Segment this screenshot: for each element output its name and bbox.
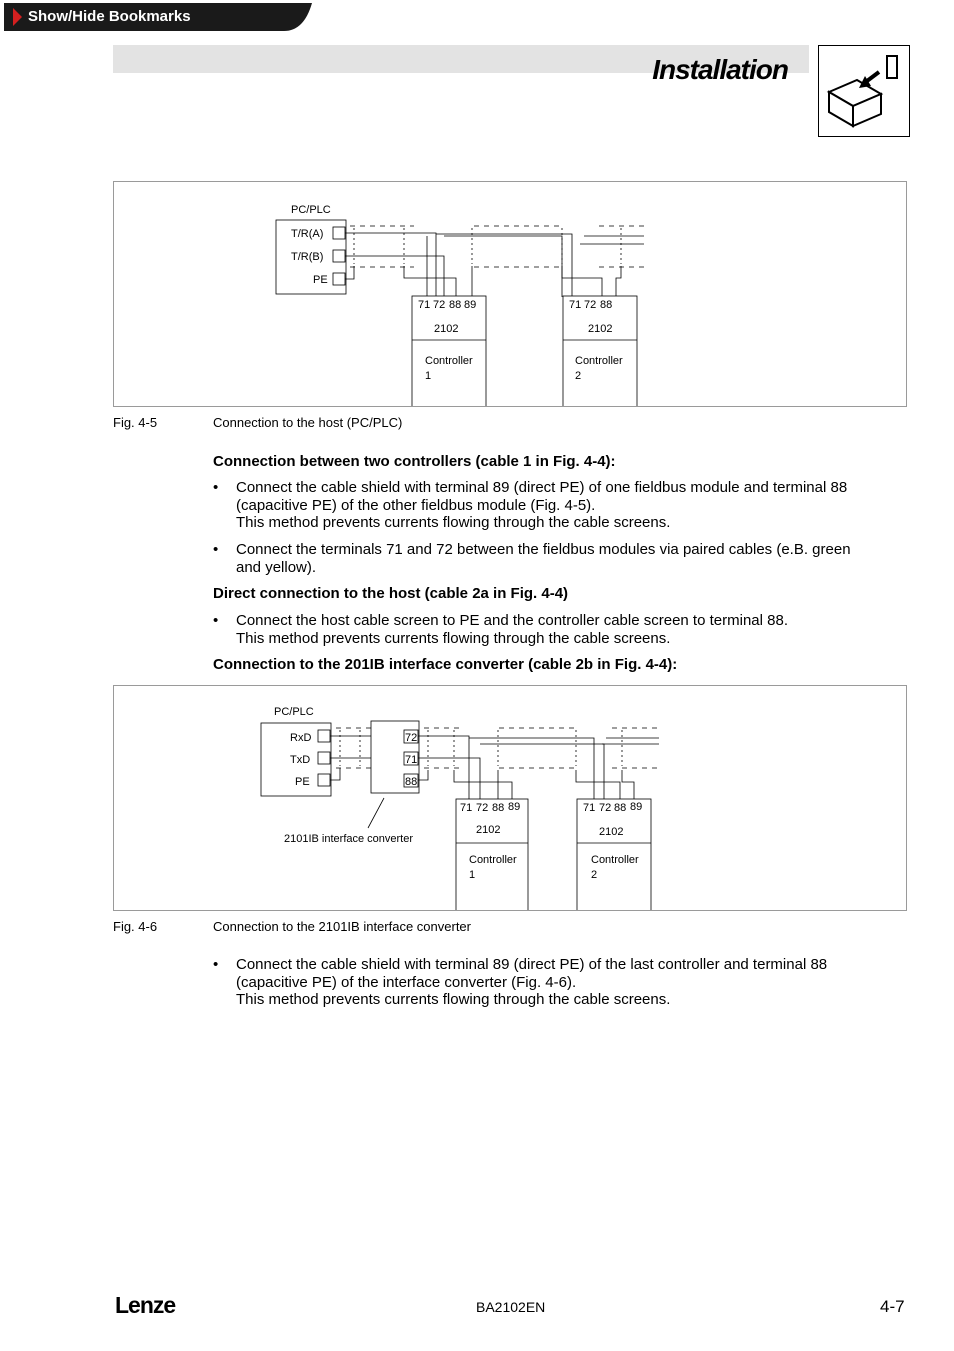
terminal-label: 71 [418,299,431,311]
bullet-icon: • [213,956,219,973]
host-label: PC/PLC [291,204,331,216]
wiring-diagram-host [114,182,906,406]
figure-caption-text: Connection to the host (PC/PLC) [213,415,403,430]
terminal-label: 72 [476,802,489,814]
terminal-label: 72 [599,802,612,814]
host-terminal-box [318,730,330,742]
bullet-icon: • [213,541,219,558]
figure-host-connection [113,181,907,407]
terminal-label: 71 [583,802,596,814]
bullet-item [213,479,903,532]
terminal-label: 71 [460,802,473,814]
bullet-line: Connect the host cable screen to PE and the controller cable screen to terminal 88. [236,612,788,629]
page-number: 4-7 [880,1297,905,1316]
controller-label: Controller [575,355,623,367]
host-label: PC/PLC [274,706,314,718]
controller-model: 2102 [434,323,459,335]
controller-model: 2102 [588,323,613,335]
terminal-label: 88 [449,299,462,311]
host-terminal-box [333,250,345,262]
host-terminal-label: RxD [290,732,312,744]
bullet-line: This method prevents currents flowing through the cable screens. [236,991,671,1008]
converter-terminal-label: 72 [405,732,418,744]
figure-caption-number: Fig. 4-6 [113,919,158,934]
section-heading: Direct connection to the host (cable 2a in Fig. 4-4) [213,585,569,602]
controller-number: 2 [591,869,598,881]
controller-model: 2102 [476,824,501,836]
bullet-line: This method prevents currents flowing through the cable screens. [236,629,671,647]
terminal-label: 72 [584,299,597,311]
terminal-label: 89 [464,299,477,311]
terminal-label: 88 [614,802,627,814]
converter-terminal-label: 88 [405,776,418,788]
controller-number: 1 [425,370,432,382]
host-terminal-label: T/R(A) [291,228,324,240]
bullet-line: Connect the cable shield with terminal 89 (direct PE) of one fieldbus module and terminal 88 [236,479,848,496]
figure-caption-number: Fig. 4-5 [113,415,158,430]
controller-box [412,296,486,406]
controller-number: 2 [575,370,582,382]
terminal-label: 89 [508,801,521,813]
terminal-label: 71 [569,299,582,311]
controller-label: Controller [425,355,473,367]
host-terminal-box [318,752,330,764]
bullet-line: (capacitive PE) of the other fieldbus module (Fig. 4-5). [236,496,596,514]
host-terminal-label: PE [295,776,310,788]
figure-caption-text: Connection to the 2101IB interface converter [213,919,471,934]
bullet-item [213,956,903,1009]
terminal-label: 88 [600,299,613,311]
bullet-line: Connect the terminals 71 and 72 between the fieldbus modules via paired cables (e.B. green [236,541,851,558]
bullet-icon: • [213,479,219,496]
bullet-line: This method prevents currents flowing through the cable screens. [236,514,671,531]
host-terminal-label: TxD [290,754,311,766]
show-hide-bookmarks-button[interactable] [4,3,312,31]
figure-converter-connection [113,685,907,911]
controller-label: Controller [591,854,639,866]
converter-terminal-label: 71 [405,754,418,766]
bullet-line: (capacitive PE) of the interface converter (Fig. 4-6). [236,973,577,991]
section-title: Installation [652,54,788,85]
terminal-label: 72 [433,299,446,311]
bullet-line: Connect the cable shield with terminal 89 (direct PE) of the last controller and terminal 88 [236,956,828,973]
terminal-label: 89 [630,801,643,813]
controller-number: 1 [469,869,476,881]
host-terminal-box [318,774,330,786]
bullet-icon: • [213,612,219,629]
bullet-item [213,612,903,647]
section-heading: Connection between two controllers (cable 1 in Fig. 4-4): [213,453,616,470]
document-code: BA2102EN [476,1299,546,1315]
host-terminal-box [333,227,345,239]
host-terminal-box [333,273,345,285]
section-heading: Connection to the 201IB interface converter (cable 2b in Fig. 4-4): [213,656,678,673]
wiring-diagram-converter [114,686,906,910]
converter-label: 2101IB interface converter [284,833,414,845]
controller-model: 2102 [599,826,624,838]
lenze-logo: Lenze [115,1292,176,1318]
terminal-label: 88 [492,802,505,814]
installation-icon [818,45,910,137]
bookmarks-label: Show/Hide Bookmarks [28,8,191,25]
host-terminal-label: PE [313,274,328,286]
bullet-item [213,541,903,576]
controller-label: Controller [469,854,517,866]
host-terminal-label: T/R(B) [291,251,324,263]
bullet-line: and yellow). [236,558,317,576]
controller-box [563,296,637,406]
